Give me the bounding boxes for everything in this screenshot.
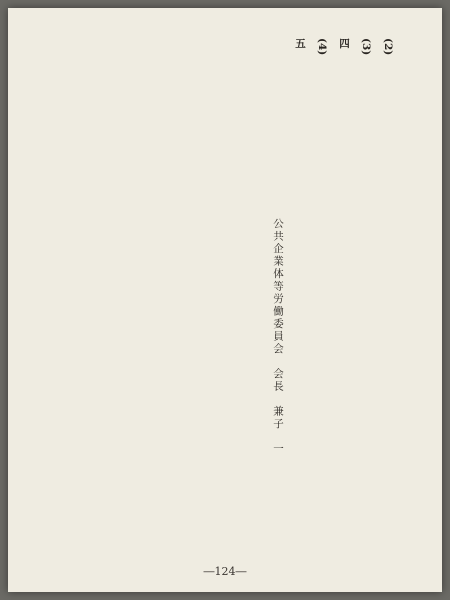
section-mark: (2)	[382, 38, 394, 56]
paragraph-4	[358, 38, 374, 548]
section-mark: 五	[294, 38, 306, 49]
paragraph-7	[314, 38, 330, 548]
paragraph-2	[380, 38, 396, 548]
section-mark: 四	[338, 38, 350, 49]
page-number: ―124―	[203, 565, 247, 578]
signature-line: 公共企業体等労働委員会 会長 兼子 一	[272, 218, 284, 456]
section-mark: (4)	[316, 38, 328, 56]
paragraph-6	[336, 38, 352, 548]
book-page	[8, 8, 442, 592]
section-mark: (3)	[360, 38, 372, 56]
paragraph-10	[292, 38, 308, 548]
vertical-text-body	[52, 38, 402, 548]
